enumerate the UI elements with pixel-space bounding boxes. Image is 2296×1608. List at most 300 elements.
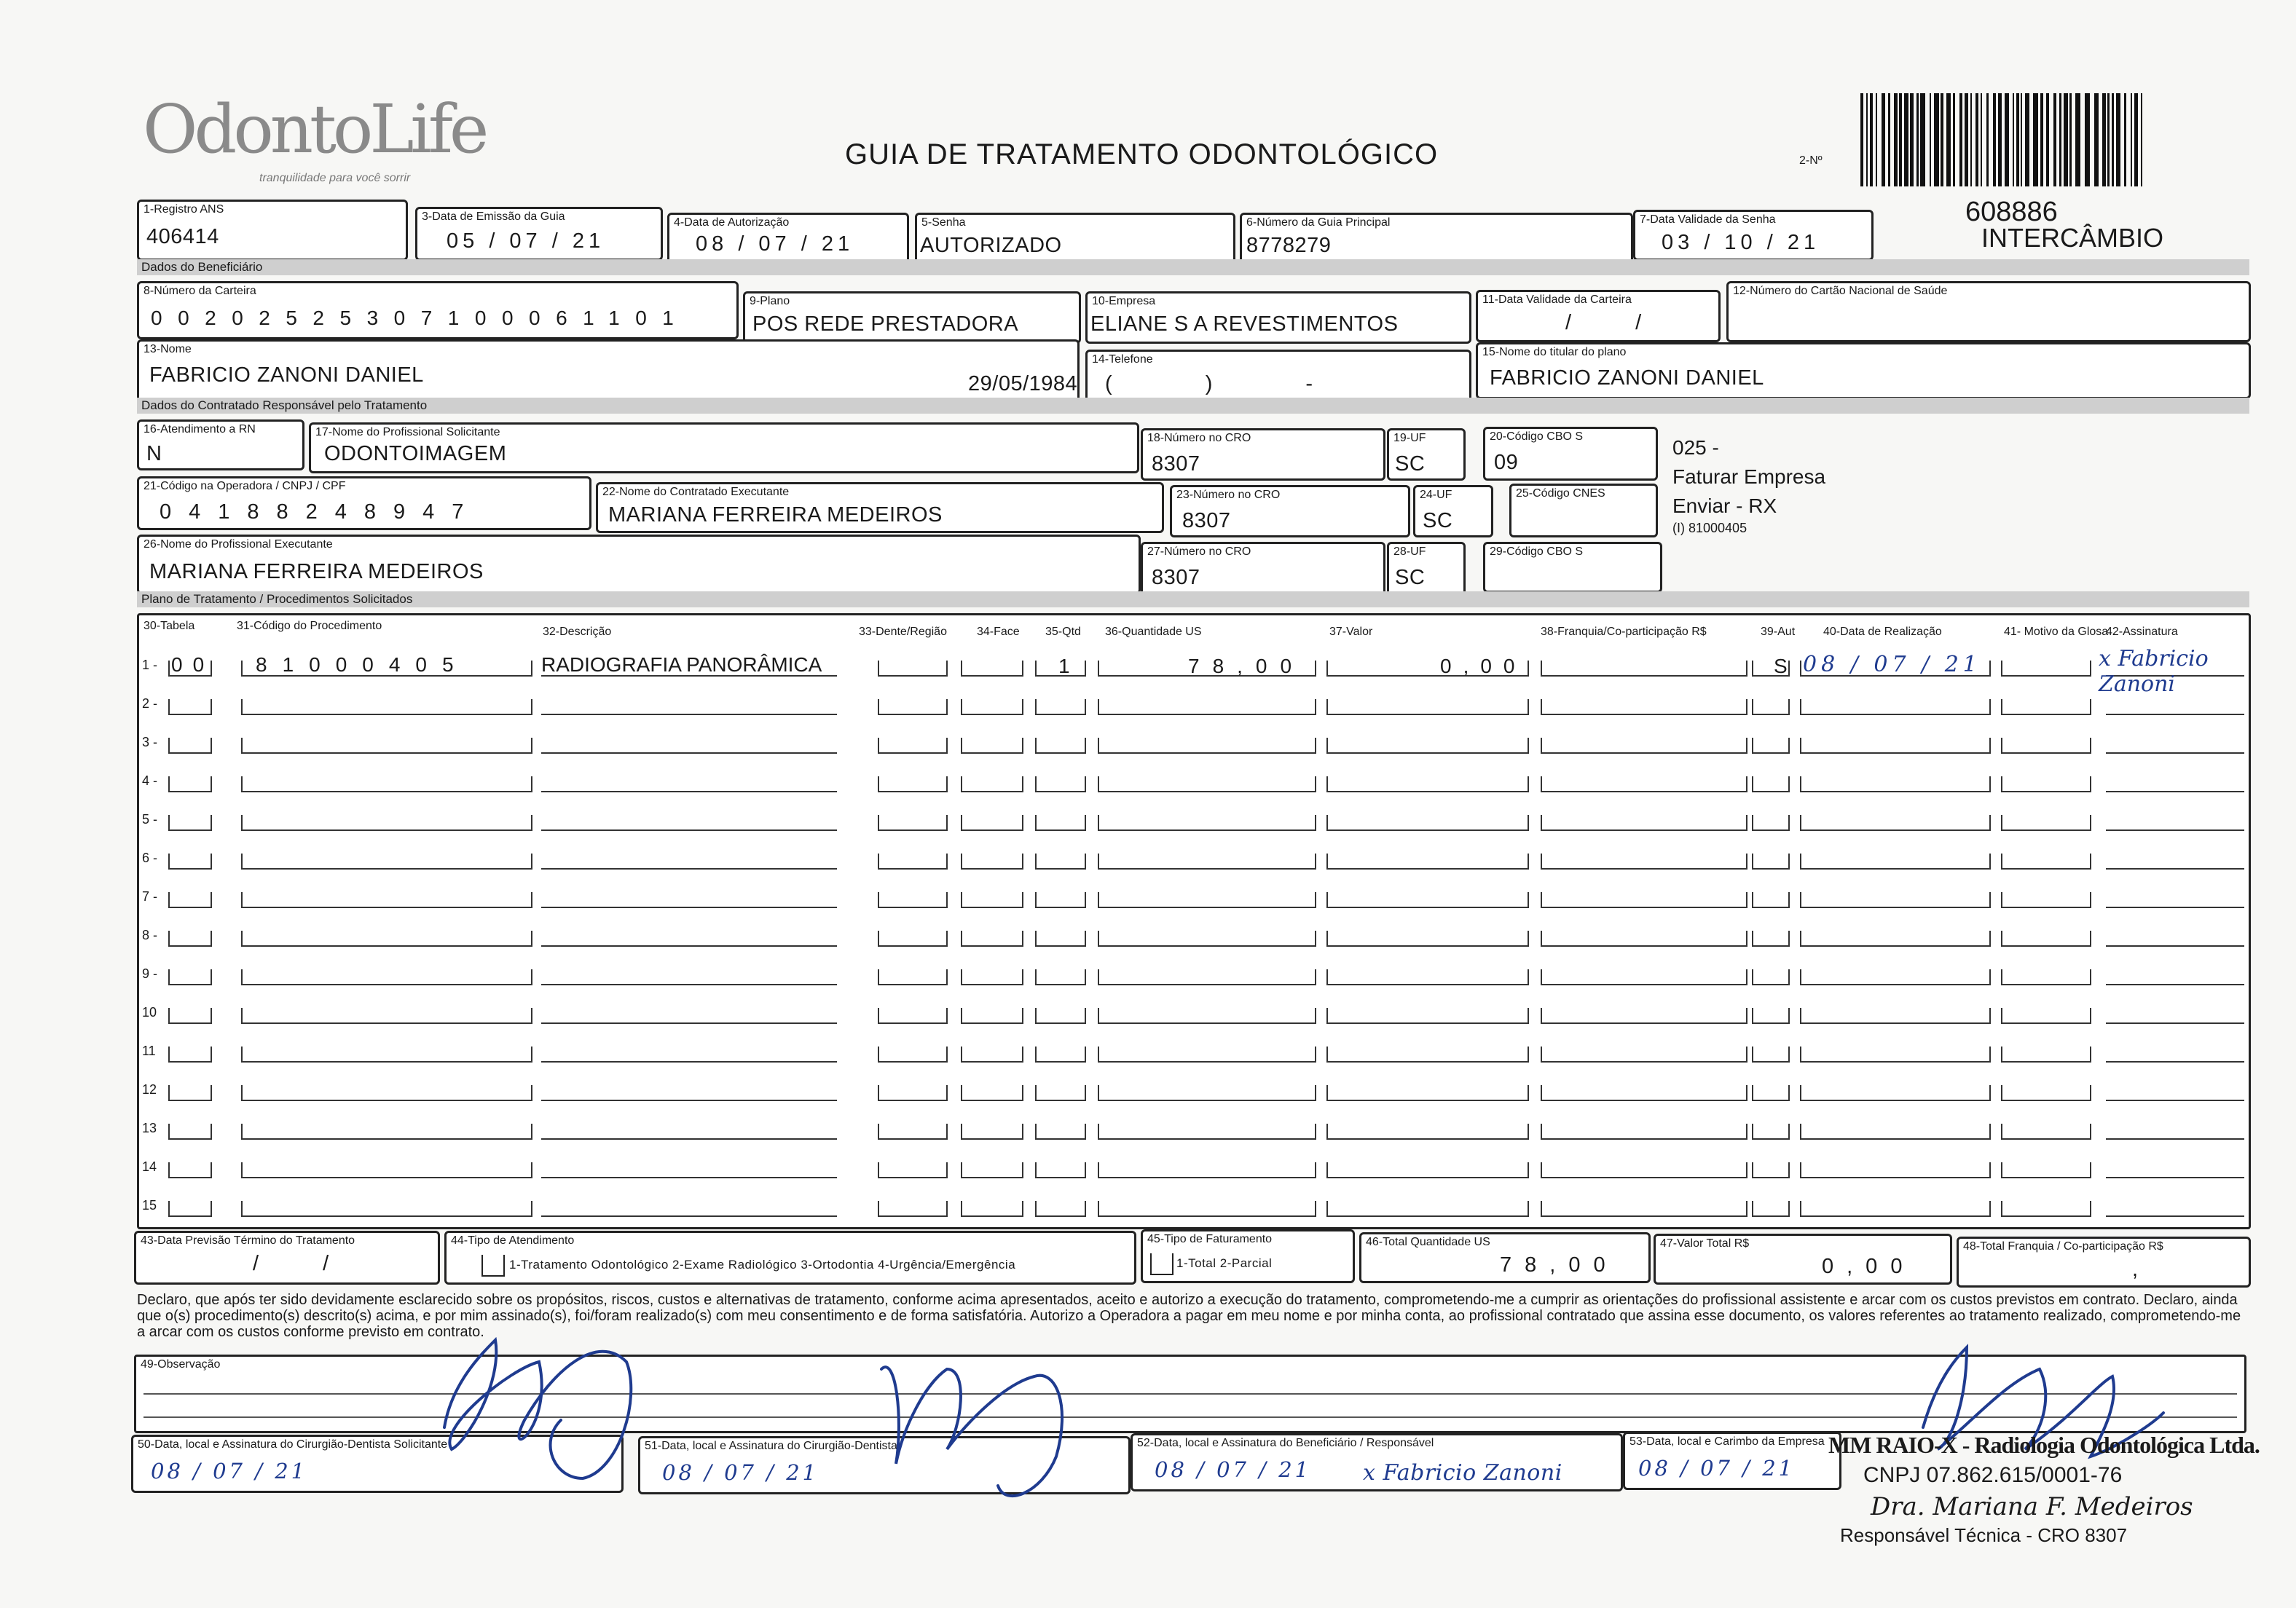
- stamp-company: MM RAIO-X - Radiologia Odontológica Ltda.: [1828, 1432, 2260, 1458]
- row-cell[interactable]: [2001, 1047, 2091, 1063]
- row-cell[interactable]: [168, 1201, 212, 1217]
- row-cell[interactable]: [1326, 892, 1529, 908]
- row-cell[interactable]: [2106, 907, 2244, 908]
- row-cell[interactable]: [878, 776, 948, 792]
- row-cell[interactable]: [1098, 1162, 1316, 1178]
- plano-field[interactable]: 9-Plano POS REDE PRESTADORA: [743, 291, 1081, 344]
- barcode-bar: [2102, 93, 2106, 186]
- row-cell[interactable]: [168, 854, 212, 870]
- row-cell[interactable]: [1035, 1085, 1086, 1101]
- row1-descricao: RADIOGRAFIA PANORÂMICA: [541, 653, 822, 676]
- col-data: 40-Data de Realização: [1823, 626, 1942, 638]
- row-cell[interactable]: [961, 1047, 1023, 1063]
- row-cell[interactable]: [2001, 931, 2091, 947]
- row-cell[interactable]: [961, 661, 1023, 677]
- row-cell[interactable]: [1800, 699, 1991, 715]
- row-cell[interactable]: [1035, 1047, 1086, 1063]
- barcode-bar: [1986, 93, 1989, 186]
- row-cell[interactable]: [1326, 969, 1529, 985]
- observacao-line-2: [144, 1416, 2237, 1418]
- side-note-3: Enviar - RX: [1672, 494, 1777, 517]
- validade-senha-value: 03 / 10 / 21: [1662, 231, 1820, 254]
- row-cell[interactable]: [1800, 931, 1991, 947]
- nome-field[interactable]: 13-Nome FABRICIO ZANONI DANIEL 29/05/1984: [137, 339, 1080, 402]
- row-cell[interactable]: [2106, 1138, 2244, 1140]
- row-cell[interactable]: [2106, 868, 2244, 870]
- prof-executante-value: MARIANA FERREIRA MEDEIROS: [149, 560, 484, 583]
- row-cell[interactable]: [1035, 815, 1086, 831]
- row-cell[interactable]: [2001, 776, 2091, 792]
- row-cell[interactable]: [541, 1177, 837, 1178]
- uf28-value: SC: [1395, 566, 1426, 589]
- barcode-bar: [2134, 93, 2138, 186]
- row-cell[interactable]: [1800, 1008, 1991, 1024]
- row-cell[interactable]: [2106, 752, 2244, 754]
- row-cell[interactable]: [241, 931, 532, 947]
- row-cell[interactable]: [1541, 699, 1747, 715]
- row-cell[interactable]: [1098, 969, 1316, 985]
- row-cell[interactable]: [541, 791, 837, 792]
- barcode-bar: [1993, 93, 1996, 186]
- row-cell[interactable]: [1541, 815, 1747, 831]
- row-cell[interactable]: [541, 1061, 837, 1063]
- row-cell[interactable]: [878, 1008, 948, 1024]
- row-cell[interactable]: [1326, 776, 1529, 792]
- total-us-field[interactable]: 46-Total Quantidade US 78,00: [1359, 1232, 1651, 1283]
- row-cell[interactable]: [241, 738, 532, 754]
- contratado-executante-field[interactable]: 22-Nome do Contratado Executante MARIANA FERREIRA MEDEIROS: [596, 482, 1164, 533]
- row-cell[interactable]: [168, 815, 212, 831]
- row-cell[interactable]: [2106, 1022, 2244, 1024]
- cro18-value: 8307: [1152, 452, 1200, 476]
- row-cell[interactable]: [241, 892, 532, 908]
- row-cell[interactable]: [1098, 854, 1316, 870]
- row-cell[interactable]: [1800, 1124, 1991, 1140]
- row-cell[interactable]: [878, 1085, 948, 1101]
- row-number: 2 -: [142, 696, 158, 711]
- row-cell[interactable]: [1752, 1047, 1790, 1063]
- row-cell[interactable]: [241, 969, 532, 985]
- row-cell[interactable]: [878, 1047, 948, 1063]
- row-cell[interactable]: [878, 1201, 948, 1217]
- row-cell[interactable]: [878, 931, 948, 947]
- barcode-bar: [1941, 93, 1943, 186]
- row-cell[interactable]: [961, 1124, 1023, 1140]
- row-cell[interactable]: [2001, 699, 2091, 715]
- row-cell[interactable]: [1098, 699, 1316, 715]
- row-cell[interactable]: [168, 738, 212, 754]
- cbo20-field[interactable]: 20-Código CBO S 09: [1483, 427, 1658, 481]
- barcode-bar: [2016, 93, 2019, 186]
- row-cell[interactable]: [2001, 854, 2091, 870]
- row-cell[interactable]: [541, 714, 837, 715]
- row-cell[interactable]: [878, 1124, 948, 1140]
- barcode-bar: [1920, 93, 1925, 186]
- row-cell[interactable]: [1752, 931, 1790, 947]
- row-cell[interactable]: [1752, 699, 1790, 715]
- registro-ans-value: 406414: [146, 225, 219, 248]
- row-cell[interactable]: [878, 892, 948, 908]
- row-cell[interactable]: [168, 1047, 212, 1063]
- barcode-bar: [2005, 93, 2009, 186]
- row-cell[interactable]: [241, 1008, 532, 1024]
- prof-executante-field[interactable]: 26-Nome do Profissional Executante MARIANA FERREIRA MEDEIROS: [137, 535, 1141, 594]
- data-autorizacao-field[interactable]: 4-Data de Autorização 08 / 07 / 21: [667, 213, 909, 264]
- row-number: 4 -: [142, 773, 158, 788]
- row-cell[interactable]: [1035, 738, 1086, 754]
- row-cell[interactable]: [241, 854, 532, 870]
- row-cell[interactable]: [1326, 1047, 1529, 1063]
- row-cell[interactable]: [1541, 1047, 1747, 1063]
- prof-solicitante-field[interactable]: 17-Nome do Profissional Solicitante ODONTOIMAGEM: [309, 422, 1139, 473]
- row-cell[interactable]: [1326, 815, 1529, 831]
- total-franquia-field[interactable]: 48-Total Franquia / Co-participação R$ ,: [1957, 1237, 2251, 1288]
- row-number: 14: [142, 1159, 157, 1174]
- row-cell[interactable]: [1098, 1008, 1316, 1024]
- row-cell[interactable]: [1800, 815, 1991, 831]
- row-cell[interactable]: [2001, 1201, 2091, 1217]
- tipo-atendimento-checkbox[interactable]: [481, 1255, 505, 1277]
- row-cell[interactable]: [1098, 1047, 1316, 1063]
- row-cell[interactable]: [1541, 854, 1747, 870]
- data-emissao-field[interactable]: 3-Data de Emissão da Guia 05 / 07 / 21: [415, 207, 663, 261]
- sig51-field[interactable]: 51-Data, local e Assinatura do Cirurgião-Dentista 08 / 07 / 21: [638, 1436, 1131, 1494]
- atendimento-rn-value: N: [146, 442, 162, 465]
- row-cell[interactable]: [2106, 1061, 2244, 1063]
- guia-principal-value: 8778279: [1246, 234, 1332, 257]
- row-cell[interactable]: [878, 738, 948, 754]
- row-cell[interactable]: [1752, 854, 1790, 870]
- row-cell[interactable]: [1326, 1201, 1529, 1217]
- row-cell[interactable]: [1098, 1085, 1316, 1101]
- row-cell[interactable]: [541, 752, 837, 754]
- row-cell[interactable]: [1098, 931, 1316, 947]
- barcode-bar: [1916, 93, 1919, 186]
- row-cell[interactable]: [1326, 1085, 1529, 1101]
- row-cell[interactable]: [1752, 1162, 1790, 1178]
- col-dente: 33-Dente/Região: [859, 626, 947, 638]
- telefone-value: ( ) -: [1105, 372, 1357, 395]
- row-cell[interactable]: [1035, 1201, 1086, 1217]
- row-cell[interactable]: [1098, 815, 1316, 831]
- row-cell[interactable]: [1752, 1085, 1790, 1101]
- page-title: GUIA DE TRATAMENTO ODONTOLÓGICO: [845, 138, 1439, 170]
- row-number: 10: [142, 1005, 157, 1020]
- row-cell[interactable]: [1752, 776, 1790, 792]
- guide-number: 608886: [1965, 197, 2058, 227]
- row-cell[interactable]: [1541, 661, 1747, 677]
- row-cell[interactable]: [878, 1162, 948, 1178]
- row-cell[interactable]: [168, 1124, 212, 1140]
- row-cell[interactable]: [2001, 1124, 2091, 1140]
- sig52-sign: x Fabricio Zanoni: [1363, 1460, 1562, 1486]
- row-cell[interactable]: [2001, 661, 2091, 677]
- row-cell[interactable]: [541, 1215, 837, 1217]
- guia-principal-field[interactable]: 6-Número da Guia Principal 8778279: [1240, 213, 1633, 264]
- row-cell[interactable]: [1541, 1162, 1747, 1178]
- row-cell[interactable]: [1752, 1008, 1790, 1024]
- row-cell[interactable]: [241, 815, 532, 831]
- barcode-bar: [1998, 93, 2002, 186]
- row-cell[interactable]: [2106, 829, 2244, 831]
- row-cell[interactable]: [241, 1085, 532, 1101]
- row-cell[interactable]: [1035, 1124, 1086, 1140]
- cro18-field[interactable]: 18-Número no CRO 8307: [1141, 428, 1385, 481]
- row-cell[interactable]: [2106, 1100, 2244, 1101]
- row-cell[interactable]: [2001, 815, 2091, 831]
- row-cell[interactable]: [1326, 738, 1529, 754]
- registro-ans-field[interactable]: 1-Registro ANS 406414: [137, 200, 408, 261]
- row-cell[interactable]: [1035, 892, 1086, 908]
- row-cell[interactable]: [1800, 738, 1991, 754]
- barcode-bar: [2046, 93, 2049, 186]
- row-cell[interactable]: [961, 738, 1023, 754]
- row-cell[interactable]: [1035, 969, 1086, 985]
- barcode-bar: [1981, 93, 1982, 186]
- sig52-date: 08 / 07 / 21: [1155, 1457, 1312, 1482]
- senha-field[interactable]: 5-Senha AUTORIZADO: [915, 213, 1235, 264]
- declaration-text: Declaro, que após ter sido devidamente esclarecido sobre os propósitos, riscos, custos e alternativas de tratamento, conforme acima apresentados, aceito e autorizo a execução do tratamento, comprometendo-me a cumprir as orientações do profissional assistente e arcar com os custos previstos em contrato. Declaro, ainda que o(s) procedimento(s) descrito(s) acima, e por mim assinado(s), foi/foram realizado(s) com meu consentimento e de forma satisfatória. Autorizo a Operadora a pagar em meu nome e por minha conta, ao profissional contratado que assina esse documento, os valores referentes ao tratamento realizado, comprometendo-me a arcar com os custos conforme previsto em contrato.: [137, 1292, 2241, 1340]
- barcode-bar: [2025, 93, 2029, 186]
- tipo-faturamento-field[interactable]: 45-Tipo de Faturamento 1-Total 2-Parcial: [1141, 1229, 1355, 1283]
- row-cell[interactable]: [1752, 1124, 1790, 1140]
- row-cell[interactable]: [168, 892, 212, 908]
- row-cell[interactable]: [2001, 892, 2091, 908]
- row-cell[interactable]: [241, 1047, 532, 1063]
- row-cell[interactable]: [878, 969, 948, 985]
- row-cell[interactable]: [1035, 699, 1086, 715]
- cbo29-field[interactable]: 29-Código CBO S: [1483, 542, 1662, 593]
- row-cell[interactable]: [961, 969, 1023, 985]
- uf24-field[interactable]: 24-UF SC: [1413, 485, 1493, 537]
- observacao-line-1: [144, 1393, 2237, 1395]
- previsao-field[interactable]: 43-Data Previsão Término do Tratamento / /: [134, 1231, 440, 1285]
- company-stamp: [1828, 1432, 2260, 1547]
- row-cell[interactable]: [2106, 1177, 2244, 1178]
- valor-total-field[interactable]: 47-Valor Total R$ 0,00: [1654, 1234, 1952, 1285]
- row-cell[interactable]: [1326, 931, 1529, 947]
- row1-assinatura: x Fabricio Zanoni: [2099, 646, 2209, 697]
- row-cell[interactable]: [1541, 738, 1747, 754]
- row-cell[interactable]: [1035, 1008, 1086, 1024]
- row-cell[interactable]: [168, 776, 212, 792]
- empresa-value: ELIANE S A REVESTIMENTOS: [1090, 312, 1399, 336]
- row-cell[interactable]: [1752, 815, 1790, 831]
- tipo-faturamento-checkbox[interactable]: [1150, 1253, 1173, 1275]
- col-tabela: 30-Tabela: [144, 620, 195, 632]
- procedures-table: [137, 613, 2251, 1229]
- row-cell[interactable]: [1541, 969, 1747, 985]
- row-cell[interactable]: [1541, 1201, 1747, 1217]
- row-cell[interactable]: [1800, 1047, 1991, 1063]
- carteira-field[interactable]: 8-Número da Carteira 00202525307100061101: [137, 281, 739, 339]
- row-cell[interactable]: [2001, 969, 2091, 985]
- barcode: [1860, 93, 2152, 188]
- col-codigo: 31-Código do Procedimento: [237, 620, 382, 632]
- row-cell[interactable]: [1752, 738, 1790, 754]
- barcode-bar: [2116, 93, 2120, 186]
- row-cell[interactable]: [1098, 1201, 1316, 1217]
- cro27-field[interactable]: 27-Número no CRO 8307: [1141, 542, 1385, 596]
- barcode-bar: [2141, 93, 2142, 186]
- sig51-date: 08 / 07 / 21: [662, 1460, 819, 1485]
- row-cell[interactable]: [878, 661, 948, 677]
- side-note-1: 025 -: [1672, 436, 1719, 459]
- row-cell[interactable]: [1752, 892, 1790, 908]
- row-cell[interactable]: [961, 931, 1023, 947]
- row-cell[interactable]: [541, 945, 837, 947]
- row-cell[interactable]: [1326, 1008, 1529, 1024]
- row-cell[interactable]: [961, 1008, 1023, 1024]
- sig53-date: 08 / 07 / 21: [1638, 1456, 1796, 1481]
- cro23-field[interactable]: 23-Número no CRO 8307: [1170, 485, 1410, 537]
- row-cell[interactable]: [961, 892, 1023, 908]
- row-cell[interactable]: [1098, 738, 1316, 754]
- empresa-field[interactable]: 10-Empresa ELIANE S A REVESTIMENTOS: [1085, 291, 1471, 344]
- row-cell[interactable]: [1541, 1124, 1747, 1140]
- sig50-field[interactable]: 50-Data, local e Assinatura do Cirurgião-Dentista Solicitante 08 / 07 / 21: [131, 1435, 624, 1493]
- barcode-bar: [2069, 93, 2072, 186]
- validade-carteira-field[interactable]: 11-Data Validade da Carteira / /: [1476, 290, 1721, 342]
- row-cell[interactable]: [1800, 1162, 1991, 1178]
- row-number: 7 -: [142, 889, 158, 904]
- atendimento-rn-field[interactable]: 16-Atendimento a RN N: [137, 419, 304, 470]
- row-cell[interactable]: [1326, 854, 1529, 870]
- row-cell[interactable]: [1035, 931, 1086, 947]
- row-cell[interactable]: [1800, 1201, 1991, 1217]
- row-cell[interactable]: [1098, 776, 1316, 792]
- cartao-sus-field[interactable]: 12-Número do Cartão Nacional de Saúde: [1726, 281, 2251, 342]
- stamp-role: Responsável Técnica - CRO 8307: [1840, 1524, 2128, 1546]
- codigo-operadora-value: 04188248947: [160, 500, 481, 524]
- row-cell[interactable]: [2106, 791, 2244, 792]
- validade-carteira-value: / /: [1565, 311, 1671, 334]
- uf28-field[interactable]: 28-UF SC: [1387, 542, 1466, 596]
- codigo-operadora-field[interactable]: 21-Código na Operadora / CNPJ / CPF 04188248947: [137, 476, 591, 530]
- sig53-field[interactable]: 53-Data, local e Carimbo da Empresa 08 / 07 / 21: [1623, 1432, 1841, 1490]
- row-cell[interactable]: [1326, 699, 1529, 715]
- cbo20-value: 09: [1494, 451, 1519, 474]
- col-glosa: 41- Motivo da Glosa: [2004, 626, 2109, 638]
- row-cell[interactable]: [1800, 776, 1991, 792]
- uf19-field[interactable]: 19-UF SC: [1387, 428, 1466, 481]
- cnes25-field[interactable]: 25-Código CNES: [1509, 484, 1658, 537]
- row-cell[interactable]: [541, 868, 837, 870]
- row-cell[interactable]: [1541, 931, 1747, 947]
- row-cell[interactable]: [541, 907, 837, 908]
- row-cell[interactable]: [168, 931, 212, 947]
- row-cell[interactable]: [1541, 892, 1747, 908]
- row-cell[interactable]: [961, 815, 1023, 831]
- row-cell[interactable]: [2001, 738, 2091, 754]
- observacao-field[interactable]: 49-Observação: [134, 1355, 2246, 1433]
- number-label: 2-Nº: [1799, 154, 1823, 167]
- row-cell[interactable]: [1326, 1124, 1529, 1140]
- row-cell[interactable]: [168, 1008, 212, 1024]
- row-cell[interactable]: [1800, 969, 1991, 985]
- row-cell[interactable]: [241, 1201, 532, 1217]
- row-cell[interactable]: [1098, 1124, 1316, 1140]
- row-cell[interactable]: [1541, 1008, 1747, 1024]
- row-cell[interactable]: [2001, 1162, 2091, 1178]
- row-cell[interactable]: [2106, 984, 2244, 985]
- row-cell[interactable]: [168, 969, 212, 985]
- row-cell[interactable]: [1752, 969, 1790, 985]
- row-cell[interactable]: [878, 699, 948, 715]
- row-cell[interactable]: [1752, 1201, 1790, 1217]
- row-cell[interactable]: [1800, 1085, 1991, 1101]
- row-cell[interactable]: [168, 699, 212, 715]
- row-cell[interactable]: [2001, 1085, 2091, 1101]
- tipo-atendimento-field[interactable]: 44-Tipo de Atendimento 1-Tratamento Odontológico 2-Exame Radiológico 3-Ortodontia 4-Urgência/Emergência: [444, 1231, 1136, 1285]
- uf24-value: SC: [1423, 509, 1453, 532]
- barcode-bar: [2094, 93, 2099, 186]
- data-emissao-value: 05 / 07 / 21: [447, 229, 605, 253]
- row-cell[interactable]: [1541, 776, 1747, 792]
- row-cell[interactable]: [2106, 945, 2244, 947]
- row-cell[interactable]: [2001, 1008, 2091, 1024]
- stamp-name: Dra. Mariana F. Medeiros: [1871, 1492, 2193, 1521]
- row-cell[interactable]: [961, 1162, 1023, 1178]
- row-cell[interactable]: [878, 854, 948, 870]
- barcode-bar: [1870, 93, 1873, 186]
- row-cell[interactable]: [241, 1162, 532, 1178]
- row-cell[interactable]: [241, 699, 532, 715]
- row-cell[interactable]: [241, 776, 532, 792]
- row-cell[interactable]: [1541, 1085, 1747, 1101]
- col-franquia: 38-Franquia/Co-participação R$: [1541, 626, 1707, 638]
- row-number: 8 -: [142, 928, 158, 942]
- barcode-bar: [1934, 93, 1939, 186]
- row-cell[interactable]: [1098, 892, 1316, 908]
- row-cell[interactable]: [1035, 854, 1086, 870]
- row-number: 6 -: [142, 851, 158, 865]
- row-cell[interactable]: [2106, 1215, 2244, 1217]
- section-plano: Plano de Tratamento / Procedimentos Solicitados: [137, 591, 2249, 607]
- row-cell[interactable]: [961, 1085, 1023, 1101]
- row-cell[interactable]: [541, 1022, 837, 1024]
- titular-field[interactable]: 15-Nome do titular do plano FABRICIO ZANONI DANIEL: [1476, 342, 2251, 399]
- validade-senha-field[interactable]: 7-Data Validade da Senha 03 / 10 / 21: [1633, 210, 1874, 261]
- row-cell[interactable]: [1035, 776, 1086, 792]
- row-cell[interactable]: [878, 815, 948, 831]
- row-number: 12: [142, 1082, 157, 1097]
- row-cell[interactable]: [1800, 854, 1991, 870]
- row-cell[interactable]: [2106, 714, 2244, 715]
- row-cell[interactable]: [541, 829, 837, 831]
- row-cell[interactable]: [1326, 1162, 1529, 1178]
- barcode-bar: [1959, 93, 1962, 186]
- row-cell[interactable]: [961, 776, 1023, 792]
- barcode-bar: [2059, 93, 2061, 186]
- row-cell[interactable]: [961, 1201, 1023, 1217]
- total-franquia-value: ,: [2132, 1258, 2139, 1281]
- row-cell[interactable]: [541, 1138, 837, 1140]
- row-cell[interactable]: [961, 854, 1023, 870]
- barcode-bar: [1953, 93, 1955, 186]
- row-cell[interactable]: [1035, 1162, 1086, 1178]
- row-cell[interactable]: [168, 1162, 212, 1178]
- row-cell[interactable]: [168, 1085, 212, 1101]
- row-cell[interactable]: [541, 984, 837, 985]
- telefone-field[interactable]: 14-Telefone ( ) -: [1085, 350, 1471, 402]
- row-cell[interactable]: [961, 699, 1023, 715]
- section-beneficiario: Dados do Beneficiário: [137, 259, 2249, 275]
- row-cell[interactable]: [1800, 892, 1991, 908]
- sig52-field[interactable]: 52-Data, local e Assinatura do Beneficiário / Responsável 08 / 07 / 21 x Fabricio Zanoni: [1131, 1433, 1623, 1491]
- row-cell[interactable]: [541, 1100, 837, 1101]
- row-cell[interactable]: [241, 1124, 532, 1140]
